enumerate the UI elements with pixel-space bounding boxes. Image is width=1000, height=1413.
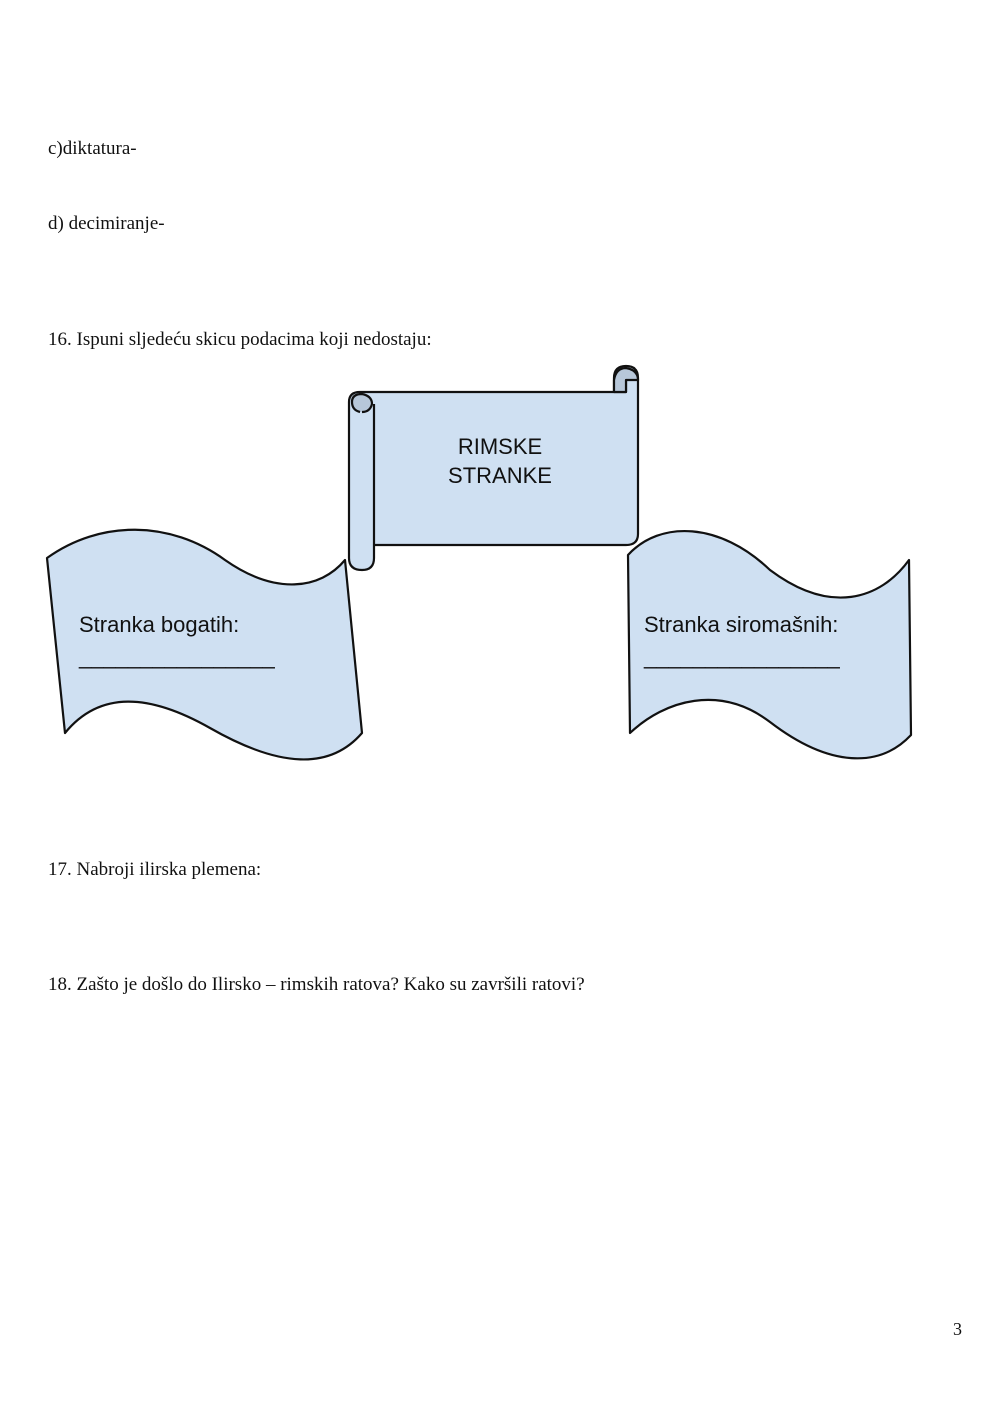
right-flag-label: Stranka siromašnih:	[644, 612, 839, 637]
question-18: 18. Zašto je došlo do Ilirsko – rimskih ratova? Kako su završili ratovi?	[48, 974, 585, 995]
item-d-text: d) decimiranje-	[48, 213, 165, 234]
right-flag-blank: ________________	[644, 644, 840, 669]
question-17: 17. Nabroji ilirska plemena:	[48, 859, 262, 880]
scroll-title-line-1: RIMSKE	[457, 434, 543, 459]
left-flag-label: Stranka bogatih:	[79, 612, 240, 637]
item-c-text: c)diktatura-	[48, 138, 137, 159]
scroll-title-line-2: STRANKE	[448, 463, 552, 488]
page-number: 3	[953, 1319, 962, 1339]
left-flag-blank: ________________	[79, 644, 275, 669]
question-16: 16. Ispuni sljedeću skicu podacima koji nedostaju:	[48, 329, 432, 350]
scroll-title	[380, 432, 620, 490]
